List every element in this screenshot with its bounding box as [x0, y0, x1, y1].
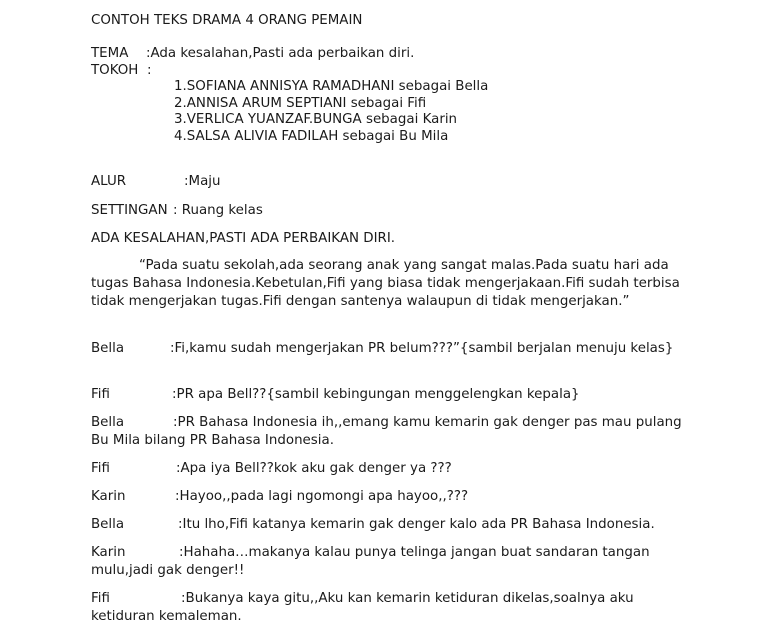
tema-value: :Ada kesalahan,Pasti ada perbaikan diri. [146, 46, 415, 61]
dialogue-speaker: Fifi [91, 387, 110, 402]
dialogue-line: :PR Bahasa Indonesia ih,,emang kamu kemarin gak denger pas mau pulang Bu Mila bilang PR Bahasa Indonesia. [91, 415, 682, 448]
dialogue-speaker: Bella [91, 415, 125, 430]
cast-item: 4.SALSA ALIVIA FADILAH sebagai Bu Mila [174, 129, 449, 144]
dialogue-speaker: Bella [91, 517, 125, 532]
narration-paragraph: “Pada suatu sekolah,ada seorang anak yang sangat malas.Pada suatu hari ada tugas Bahasa Indonesia.Kebetulan,Fifi yang biasa tidak mengerjakaan.Fifi sudah terbisa tidak mengerjakan tugas.Fifi dengan santenya walaupun di tidak mengerjakan.” [91, 258, 680, 309]
setting-label: SETTINGAN [91, 203, 168, 218]
dialogue-line: :Fi,kamu sudah mengerjakan PR belum???”{sambil berjalan menuju kelas} [170, 341, 674, 356]
dialogue-speaker: Karin [91, 489, 126, 504]
alur-label: ALUR [91, 174, 127, 189]
cast-item: 2.ANNISA ARUM SEPTIANI sebagai Fifi [174, 96, 427, 111]
dialogue-speaker: Karin [91, 545, 126, 560]
dialogue-speaker: Bella [91, 341, 125, 356]
tokoh-separator: : [147, 63, 152, 78]
dialogue-line: :Hayoo,,pada lagi ngomongi apa hayoo,,??? [175, 489, 469, 504]
dialogue-line: :Apa iya Bell??kok aku gak denger ya ??? [176, 461, 452, 476]
document-title: CONTOH TEKS DRAMA 4 ORANG PEMAIN [91, 13, 363, 28]
alur-value: :Maju [184, 174, 221, 189]
cast-item: 1.SOFIANA ANNISYA RAMADHANI sebagai Bella [174, 79, 489, 94]
dialogue-line: :Hahaha…makanya kalau punya telinga jangan buat sandaran tangan mulu,jadi gak denger!! [91, 545, 650, 578]
dialogue-line: :Itu lho,Fifi katanya kemarin gak denger kalo ada PR Bahasa Indonesia. [178, 517, 655, 532]
dialogue-line: :PR apa Bell??{sambil kebingungan menggelengkan kepala} [172, 387, 580, 402]
tokoh-label: TOKOH [91, 63, 139, 78]
dialogue-speaker: Fifi [91, 591, 110, 606]
setting-value: : Ruang kelas [173, 203, 263, 218]
dialogue-line: :Bukanya kaya gitu,,Aku kan kemarin ketiduran dikelas,soalnya aku ketiduran kemaleman. [91, 591, 634, 624]
cast-item: 3.VERLICA YUANZAF.BUNGA sebagai Karin [174, 112, 458, 127]
tema-label: TEMA [91, 46, 129, 61]
section-heading: ADA KESALAHAN,PASTI ADA PERBAIKAN DIRI. [91, 231, 396, 246]
dialogue-speaker: Fifi [91, 461, 110, 476]
